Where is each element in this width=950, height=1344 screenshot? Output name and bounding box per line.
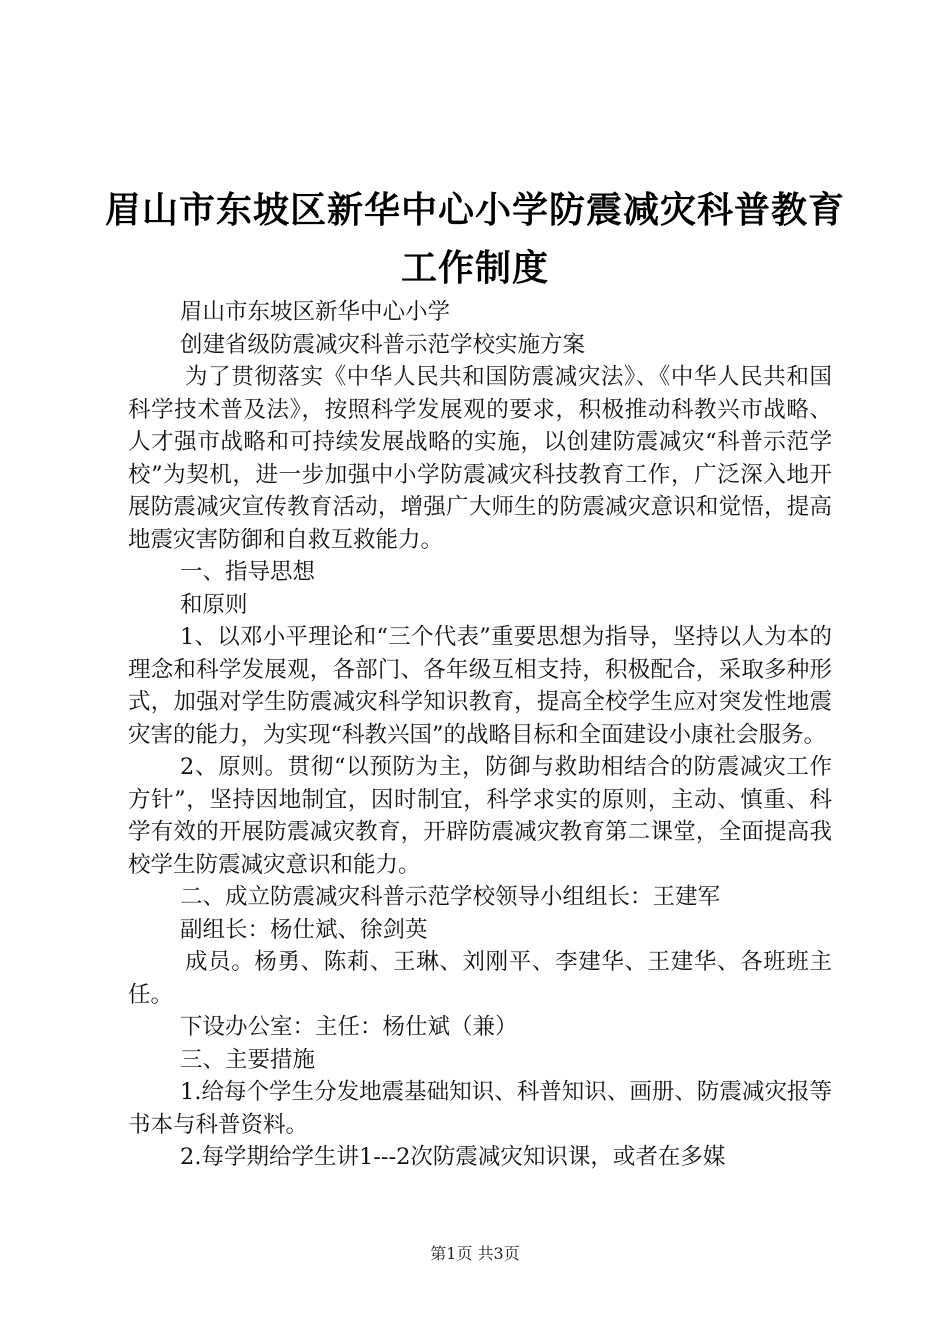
measure-item-2: 2.每学期给学生讲1---2次防震减灾知识课，或者在多媒 — [180, 1144, 726, 1170]
paragraph-principle-2: 2、原则。贯彻“以预防为主，防御与救助相结合的防震减灾工作方针”，坚持因地制宜，因时制宜，科学求实的原则，主动、慎重、科学有效的开展防震减灾教育，开辟防震减灾教育第二课堂，全面提高我校学生防震减灾意识和能力。 — [128, 754, 832, 878]
paragraph-intro: 为了贯彻落实《中华人民共和国防震减灾法》、《中华人民共和国科学技术普及法》，按照科学发展观的要求，积极推动科教兴市战略、人才强市战略和可持续发展战略的实施，以创建防震减灾“科普示范学校”为契机，进一步加强中小学防震减灾科技教育工作，广泛深入地开展防震减灾宣传教育活动，增强广大师生的防震减灾意识和觉悟，提高地震灾害防御和自救互救能力。 — [128, 364, 832, 553]
section-heading-3: 三、主要措施 — [180, 1046, 316, 1073]
section-heading-1: 一、指导思想 — [180, 559, 316, 585]
section-heading-2: 二、成立防震减灾科普示范学校领导小组组长：王建军 — [180, 884, 721, 910]
section-heading-1-cont: 和原则 — [180, 591, 248, 618]
document-title-line-1: 眉山市东坡区新华中心小学防震减灾科普教育 — [104, 189, 845, 231]
measure-item-1: 1.给每个学生分发地震基础知识、科普知识、画册、防震减灾报等书本与科普资料。 — [128, 1079, 832, 1138]
document-body — [128, 296, 832, 1174]
office-line: 下设办公室：主任：杨仕斌（兼） — [180, 1014, 518, 1040]
members-line: 成员。杨勇、陈莉、王琳、刘刚平、李建华、王建华、各班班主任。 — [128, 949, 832, 1008]
plan-title-line: 创建省级防震减灾科普示范学校实施方案 — [180, 331, 586, 358]
paragraph-guiding-1: 1、以邓小平理论和“三个代表”重要思想为指导，坚持以人为本的理念和科学发展观，各部门、各年级互相支持，积极配合，采取多种形式，加强对学生防震减灾科学知识教育，提高全校学生应对突发性地震灾害的能力，为实现“科教兴国”的战略目标和全面建设小康社会服务。 — [128, 624, 832, 748]
document-title-line-2: 工作制度 — [400, 247, 549, 289]
page-footer: 第1页 共3页 — [430, 1244, 520, 1263]
school-name-line: 眉山市东坡区新华中心小学 — [180, 299, 451, 325]
deputy-leaders-line: 副组长：杨仕斌、徐剑英 — [180, 916, 428, 943]
